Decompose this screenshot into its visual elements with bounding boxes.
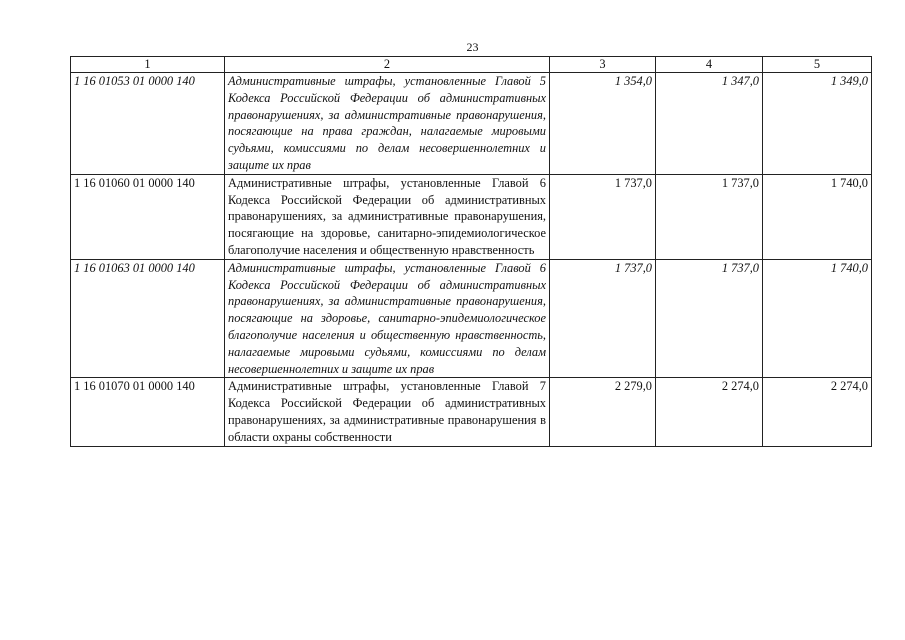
- row-code: 1 16 01070 01 0000 140: [71, 378, 225, 446]
- row-value-col4: 1 737,0: [656, 174, 763, 259]
- row-value-col3: 2 279,0: [550, 378, 656, 446]
- row-description: Административные штрафы, установленные Главой 6 Кодекса Российской Федерации об административных правонарушениях, за административные правонарушения, посягающие на здоровье, санитарно-эпидемиологическое благополучие населения и общественную нравственность, налагаемые мировыми судьями, комиссиями по делам несовершеннолетних и защите их прав: [225, 259, 550, 378]
- column-header-1: 1: [71, 57, 225, 73]
- row-value-col3: 1 737,0: [550, 259, 656, 378]
- table-header-row: [71, 57, 872, 73]
- column-header-5: 5: [763, 57, 872, 73]
- table-row: [71, 378, 872, 446]
- row-value-col3: 1 354,0: [550, 73, 656, 175]
- row-code: 1 16 01053 01 0000 140: [71, 73, 225, 175]
- table-row: [71, 174, 872, 259]
- row-description: Административные штрафы, установленные Главой 7 Кодекса Российской Федерации об административных правонарушениях, за административные правонарушения в области охраны собственности: [225, 378, 550, 446]
- row-code: 1 16 01060 01 0000 140: [71, 174, 225, 259]
- table-row: [71, 73, 872, 175]
- row-description: Административные штрафы, установленные Главой 6 Кодекса Российской Федерации об административных правонарушениях, за административные правонарушения, посягающие на здоровье, санитарно-эпидемиологическое благополучие населения и общественную нравственность: [225, 174, 550, 259]
- row-value-col4: 2 274,0: [656, 378, 763, 446]
- row-value-col5: 2 274,0: [763, 378, 872, 446]
- row-value-col5: 1 349,0: [763, 73, 872, 175]
- row-value-col5: 1 740,0: [763, 174, 872, 259]
- row-description: Административные штрафы, установленные Главой 5 Кодекса Российской Федерации об административных правонарушениях, за административные правонарушения, посягающие на права граждан, налагаемые мировыми судьями, комиссиями по делам несовершеннолетних и защите их прав: [225, 73, 550, 175]
- column-header-3: 3: [550, 57, 656, 73]
- row-value-col4: 1 347,0: [656, 73, 763, 175]
- budget-table: [70, 56, 872, 447]
- column-header-2: 2: [225, 57, 550, 73]
- page-number: 23: [466, 40, 479, 54]
- row-value-col5: 1 740,0: [763, 259, 872, 378]
- row-value-col4: 1 737,0: [656, 259, 763, 378]
- table-row: [71, 259, 872, 378]
- row-code: 1 16 01063 01 0000 140: [71, 259, 225, 378]
- row-value-col3: 1 737,0: [550, 174, 656, 259]
- column-header-4: 4: [656, 57, 763, 73]
